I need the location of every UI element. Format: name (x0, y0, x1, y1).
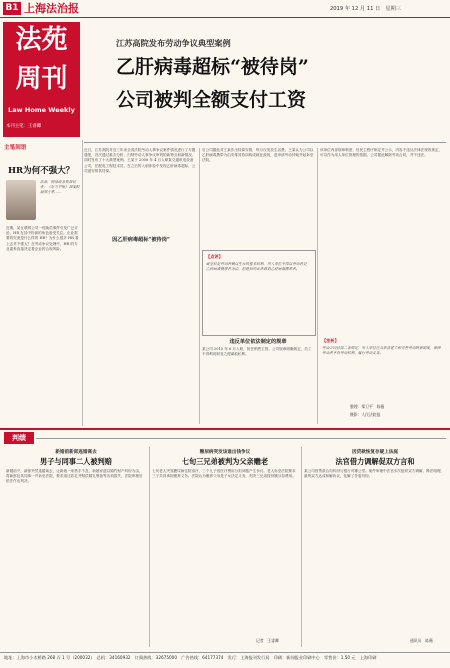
main-body-col2b: 某公司 2015 年 6 月入职，担任销售主管。公司规章明确规定，员工不得利用职务之便谋取私利。 (202, 347, 312, 357)
column-separator (82, 140, 83, 426)
masthead-rule (0, 17, 450, 18)
main-body-col2: 后公司据此对王某作出待岗安排，每月仅发放生活费。王某认为公司以乙肝病毒携带为由安排其待岗构成就业歧视，遂申请劳动仲裁并起诉至法院。 (202, 148, 314, 163)
column-separator (317, 148, 318, 424)
main-byline-photo: 摄影：人民法院报 (350, 412, 381, 417)
verdict-section-tag: 判绩 (4, 432, 34, 444)
verdict-rule (36, 438, 446, 439)
main-body-col1: 近日，江苏高院对近三年来全省法院劳动人事争议案件情况进行了专题通报，首次通过重点分析，归纳劳动人事争议审判的新特点和新情况，同时发布了十大典型案例。王某于 2008 年 4 月入职某交通机电设备公司，任配电工程技术员。在之后的入职体检中发现乙肝病毒超标，公司遂安排其待岗。 (84, 148, 196, 173)
author-bio: 法治，网易政务资深记者，《东方早报》深度报道部主笔…… (40, 180, 80, 195)
verdict-3-title: 法官借力调解促双方言和 (335, 457, 415, 466)
main-body-col3: 该单位内部规章制度，经民主程序制定并公示，内容不违反法律法规的规定，可以作为用人单位管理的依据。公司据此解除劳动合同，并不违法。 (320, 148, 443, 158)
column-headline: HR为何不强大？ (8, 166, 75, 176)
verdict-2-kicker: 糖尿病突发该谁出钱争议 (199, 450, 251, 455)
footer-info: 地址：上海市小木桥路 268 弄 1 号（200032） 总机：34160932 订阅热线：32675000 广告热线：64177374 发行：上海报刊发行局 印刷：新闻报业印刷中心 零售价：1.50 元 上海印刷 (4, 655, 377, 660)
column-separator (301, 447, 302, 647)
column-title-en: Law Home Weekly (8, 106, 75, 114)
headline-rule (84, 142, 446, 143)
footer-rule (0, 652, 450, 653)
verdict-1-title: 男子与同事二人被判赔 (40, 457, 112, 466)
paper-name: 上海法治报 (24, 2, 79, 15)
column-title-a: 法苑 (15, 25, 68, 55)
analysis-label: 【法析】 (322, 338, 339, 343)
verdict-2-title: 七旬三兄弟被判为父亲赡老 (181, 457, 269, 466)
analysis-text: 劳动合同法第二条规定，用人单位应当依法建立和完善劳动规章制度，保障劳动者享有劳动权利、履行劳动义务。 (322, 346, 441, 356)
main-headline-line2: 公司被判全额支付工资 (116, 89, 307, 111)
comment-text: 就业权是劳动者赖以生存的基本权利，用人单位不得以劳动者是乙肝病毒携带者为由，拒绝招用或者辞退乙肝病毒携带者。 (206, 262, 307, 272)
main-byline-editor: 整理：郑卫平 陈薇 (350, 404, 385, 409)
verdict-1-kicker: 新婚前新郎逃婚离去 (55, 450, 97, 455)
main-subhead-1: 因乙肝病毒超标“被待岗” (112, 237, 170, 243)
page-number: B1 (3, 2, 21, 15)
column-body: 近期，某互联网公司一则裁员事件引发广泛讨论，HR 在其中扮演的角色备受关注。企业需要的究竟是什么样的 HR？为什么很多 HR 看上去并不强大？在劳动争议处理中，HR 的专业素养直接决定着企业的合规风险。 (6, 226, 79, 251)
verdict-1-body: 新婚前夕，新郎突然逃婚离去，让新娘一家措手不及。新娘家遂以婚约财产纠纷为由，将新郎及其同事一并诉至法院，要求返还彩礼并赔偿婚礼筹备等各项损失，法院审理后依法作出判决。 (6, 469, 143, 484)
section-rule (0, 428, 450, 430)
author-portrait (6, 180, 36, 220)
issue-date: 2019 年 12 月 11 日 星期三 (330, 6, 401, 12)
verdict-2-body: 七旬老人突发糖尿病住院治疗，三个儿子因医疗费用分担问题产生争议。老人诉至法院要求三子共同承担赡养义务。法院认为赡养父母是子女法定义务，判决三兄弟按份额分担费用。 (152, 469, 296, 479)
host-tag: 主笔间语 (4, 145, 27, 151)
comment-label: 【点评】 (206, 254, 223, 259)
verdict-2-byline: 记者 王睿卿 (256, 638, 279, 643)
verdict-3-byline: 通讯员 陈薇 (410, 638, 433, 643)
main-kicker: 江苏高院发布劳动争议典型案例 (116, 38, 231, 48)
column-separator (149, 447, 150, 647)
main-subhead-2: 违反单位依法制定的规章 (229, 339, 287, 345)
verdict-3-body: 某公司因贷款合同纠纷与银行对簿公堂。案件审理中法官多次组织双方调解，释法明理，最终双方达成和解协议，化解了矛盾纠纷。 (304, 469, 445, 479)
main-headline-line1: 乙肝病毒超标“被待岗” (116, 56, 309, 78)
verdict-3-kicker: 因贷款恢复存疑上法庭 (352, 450, 398, 455)
column-editor: 本刊主笔：王睿卿 (6, 124, 42, 129)
column-title-b: 周刊 (15, 64, 68, 94)
column-separator (199, 148, 200, 424)
